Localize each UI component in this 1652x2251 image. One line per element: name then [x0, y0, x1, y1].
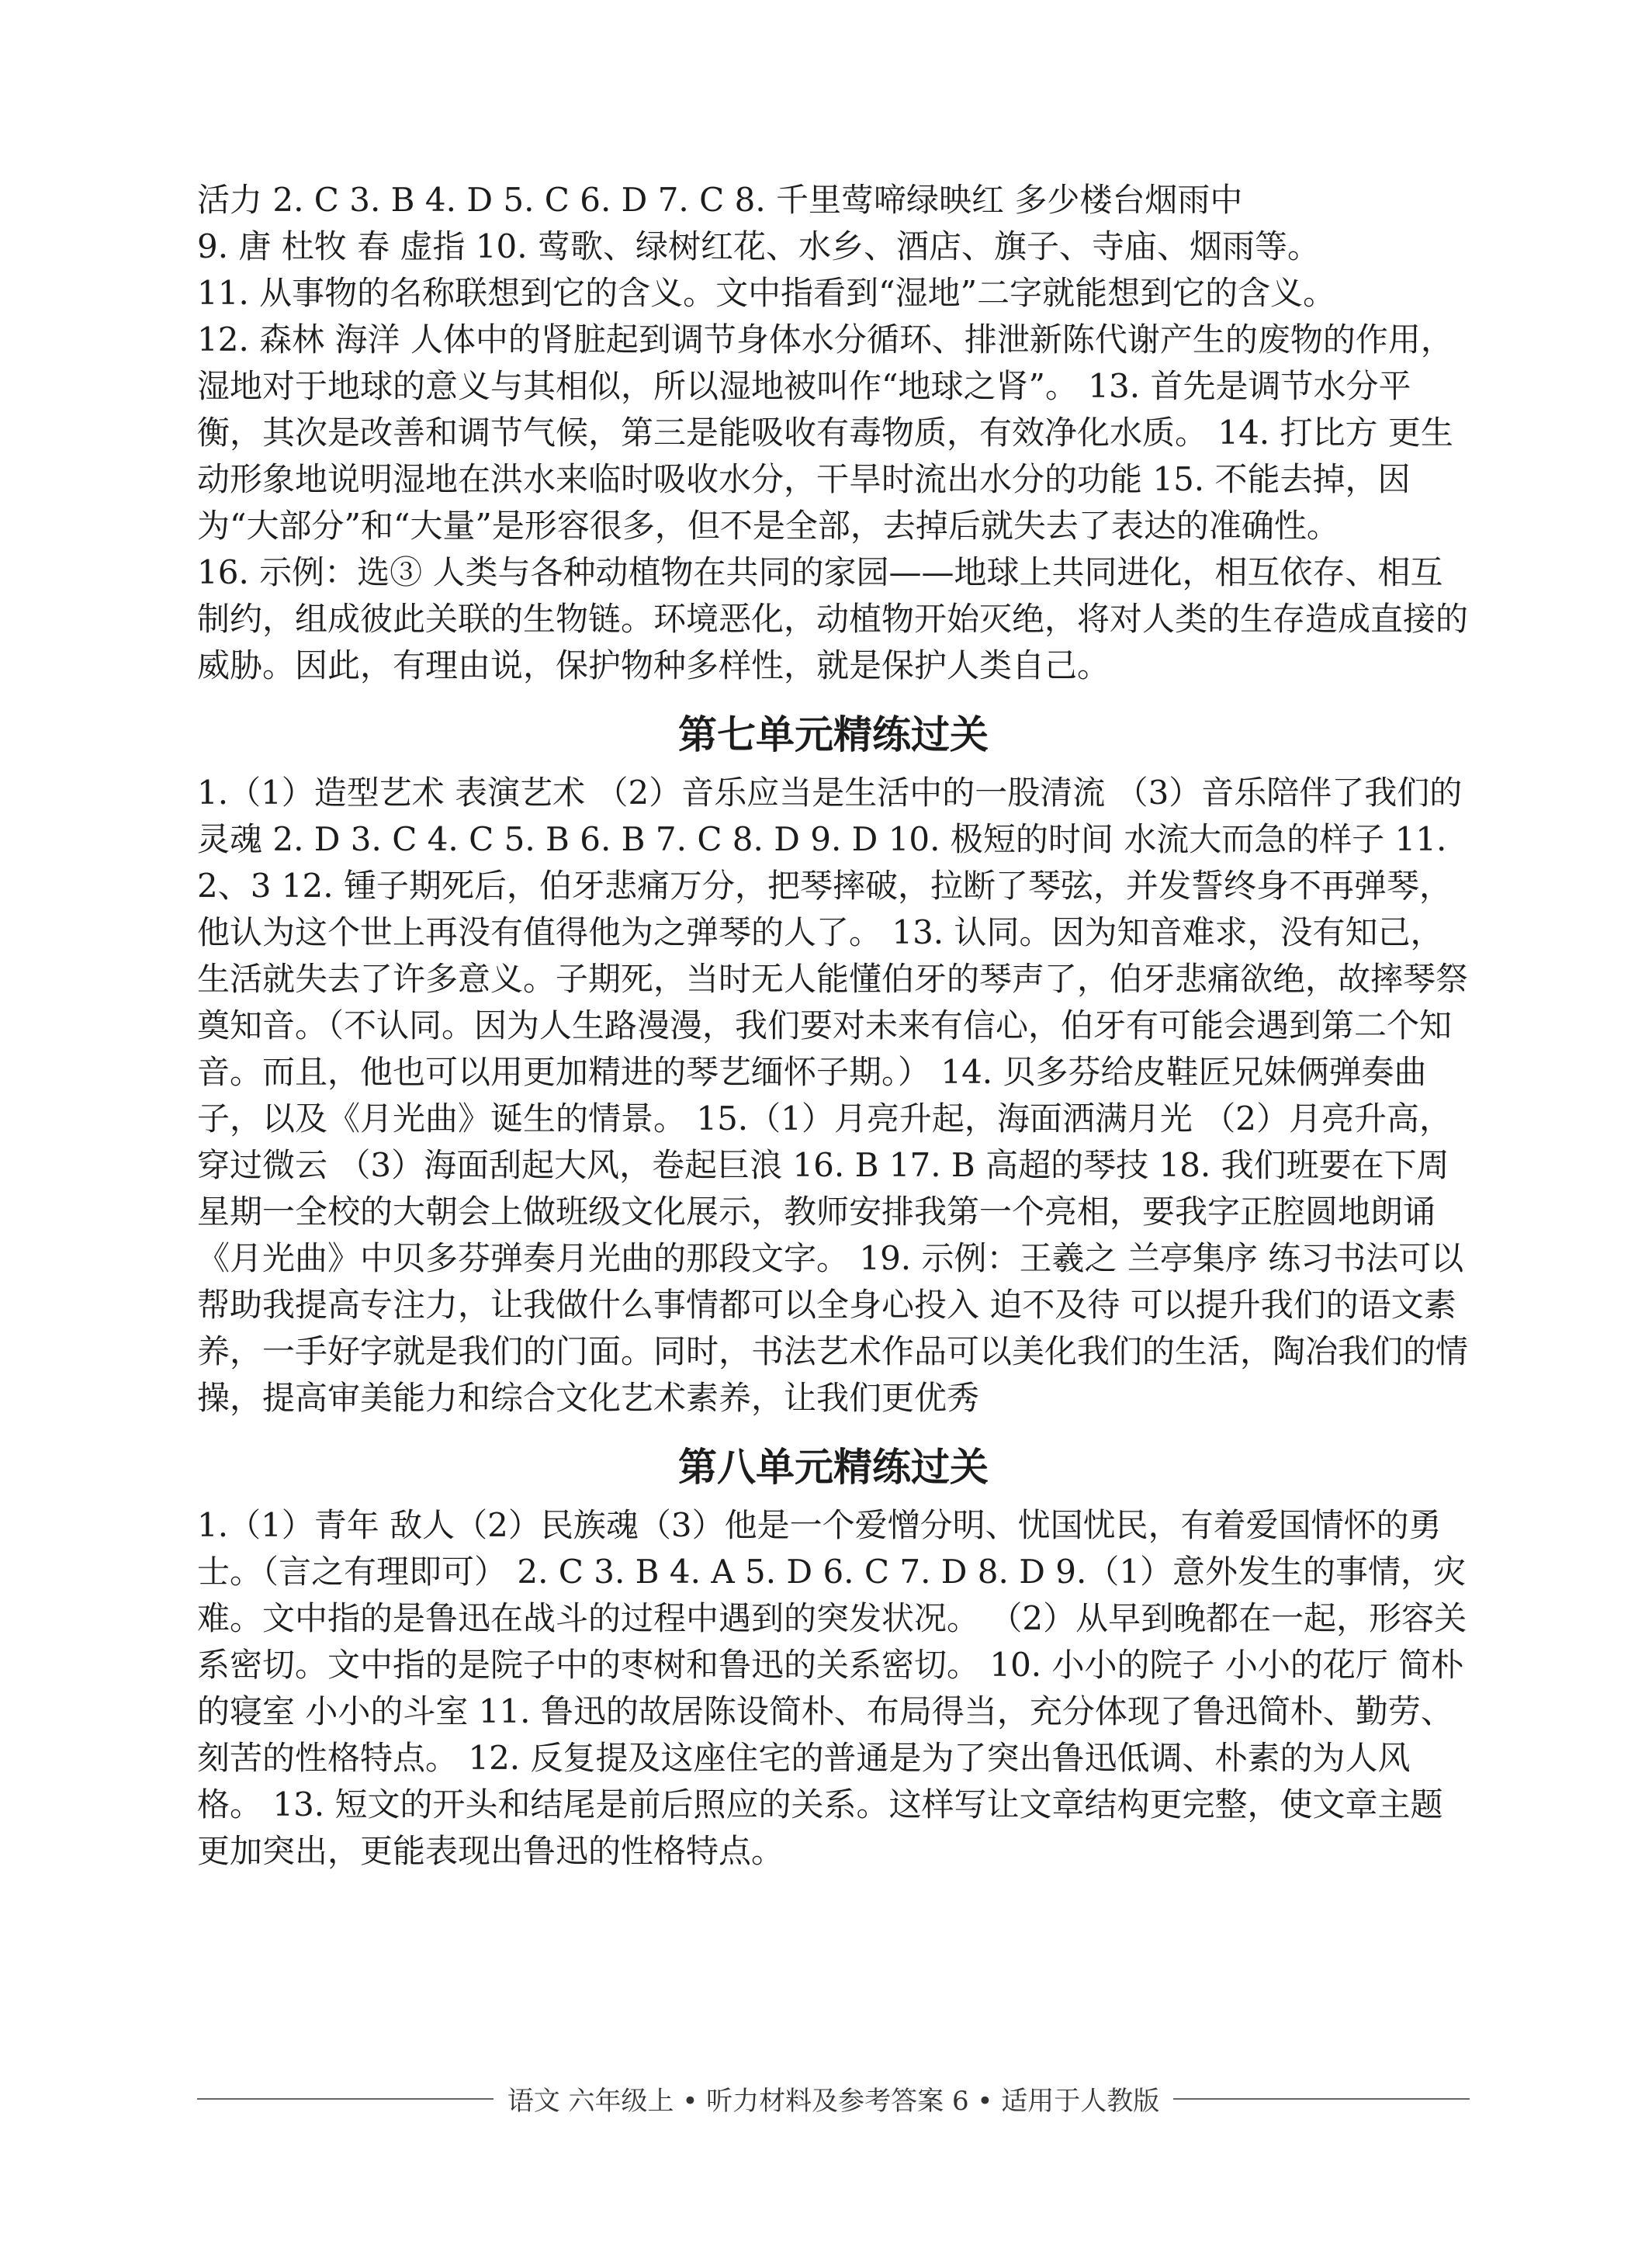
- paragraph: 9. 唐 杜牧 春 虚指 10. 莺歌、绿树红花、水乡、酒店、旗子、寺庙、烟雨等。: [197, 227, 1320, 265]
- section-unit-7: [197, 708, 1470, 1422]
- paragraph: 12. 森林 海洋 人体中的肾脏起到调节身体水分循环、排泄新陈代谢产生的废物的作用，湿地对于地球的意义与其相似，所以湿地被叫作“地球之肾”。 13. 首先是调节水分平衡，其次是改善和调节气候，第三是能吸收有毒物质，有效净化水质。 14. 打比方 更生动形象地说明湿地在洪水来临时吸收水分，干旱时流出水分的功能 15. 不能去掉，因为“大部分”和“大量”是形容很多，但不是全部，去掉后就失去了表达的准确性。: [197, 320, 1453, 545]
- footer-text: 语文 六年级上 • 听力材料及参考答案 6 • 适用于人教版: [507, 2086, 1160, 2117]
- section-title: 第七单元精练过关: [678, 712, 989, 757]
- footer-rule-left: [197, 2098, 494, 2100]
- paragraph: 16. 示例：选③ 人类与各种动植物在共同的家园——地球上共同进化，相互依存、相互制约，组成彼此关联的生物链。环境恶化，动植物开始灭绝，将对人类的生存造成直接的威胁。因此，有理由说，保护物种多样性，就是保护人类自己。: [197, 553, 1469, 684]
- paragraph: 1.（1）青年 敌人（2）民族魂（3）他是一个爱憎分明、忧国忧民，有着爱国情怀的勇士。（言之有理即可） 2. C 3. B 4. A 5. D 6. C 7. D 8. D 9.（1）意外发生的事情，灾难。文中指的是鲁迅在战斗的过程中遇到的突发状况。 （2）从早到晚都在一起，形容关系密切。文中指的是院子中的枣树和鲁迅的关系密切。 10. 小小的院子 小小的花厅 简朴的寝室 小小的斗室 11. 鲁迅的故居陈设简朴、布局得当，充分体现了鲁迅简朴、勤劳、刻苦的性格特点。 12. 反复提及这座住宅的普通是为了突出鲁迅低调、朴素的为人风格。 13. 短文的开头和结尾是前后照应的关系。这样写让文章结构更完整，使文章主题更加突出，更能表现出鲁迅的性格特点。: [197, 1506, 1467, 1870]
- paragraph: 11. 从事物的名称联想到它的含义。文中指看到“湿地”二字就能想到它的含义。: [197, 274, 1336, 312]
- section-1: [197, 177, 1470, 689]
- paragraph: 活力 2. C 3. B 4. D 5. C 6. D 7. C 8. 千里莺啼绿映红 多少楼台烟雨中: [197, 181, 1243, 219]
- answer-page: [197, 177, 1470, 1875]
- section-title: 第八单元精练过关: [678, 1444, 989, 1490]
- paragraph: 1.（1）造型艺术 表演艺术 （2）音乐应当是生活中的一股清流 （3）音乐陪伴了我们的灵魂 2. D 3. C 4. C 5. B 6. B 7. C 8. D 9. D 10. 极短的时间 水流大而急的样子 11. 2、3 12. 锺子期死后，伯牙悲痛万分，把琴摔破，拉断了琴弦，并发誓终身不再弹琴，他认为这个世上再没有值得他为之弹琴的人了。 13. 认同。因为知音难求，没有知己，生活就失去了许多意义。子期死，当时无人能懂伯牙的琴声了，伯牙悲痛欲绝，故摔琴祭奠知音。（不认同。因为人生路漫漫，我们要对未来有信心，伯牙有可能会遇到第二个知音。而且，他也可以用更加精进的琴艺缅怀子期。） 14. 贝多芬给皮鞋匠兄妹俩弹奏曲子，以及《月光曲》诞生的情景。 15.（1）月亮升起，海面洒满月光 （2）月亮升高，穿过微云 （3）海面刮起大风，卷起巨浪 16. B 17. B 高超的琴技 18. 我们班要在下周星期一全校的大朝会上做班级文化展示，教师安排我第一个亮相，要我字正腔圆地朗诵《月光曲》中贝多芬弹奏月光曲的那段文字。 19. 示例：王羲之 兰亭集序 练习书法可以帮助我提高专注力，让我做什么事情都可以全身心投入 迫不及待 可以提升我们的语文素养，一手好字就是我们的门面。同时，书法艺术作品可以美化我们的生活，陶冶我们的情操，提高审美能力和综合文化艺术素养，让我们更优秀: [197, 774, 1469, 1417]
- footer-rule-right: [1173, 2098, 1470, 2100]
- page-footer: [197, 2080, 1470, 2118]
- section-unit-8: [197, 1440, 1470, 1875]
